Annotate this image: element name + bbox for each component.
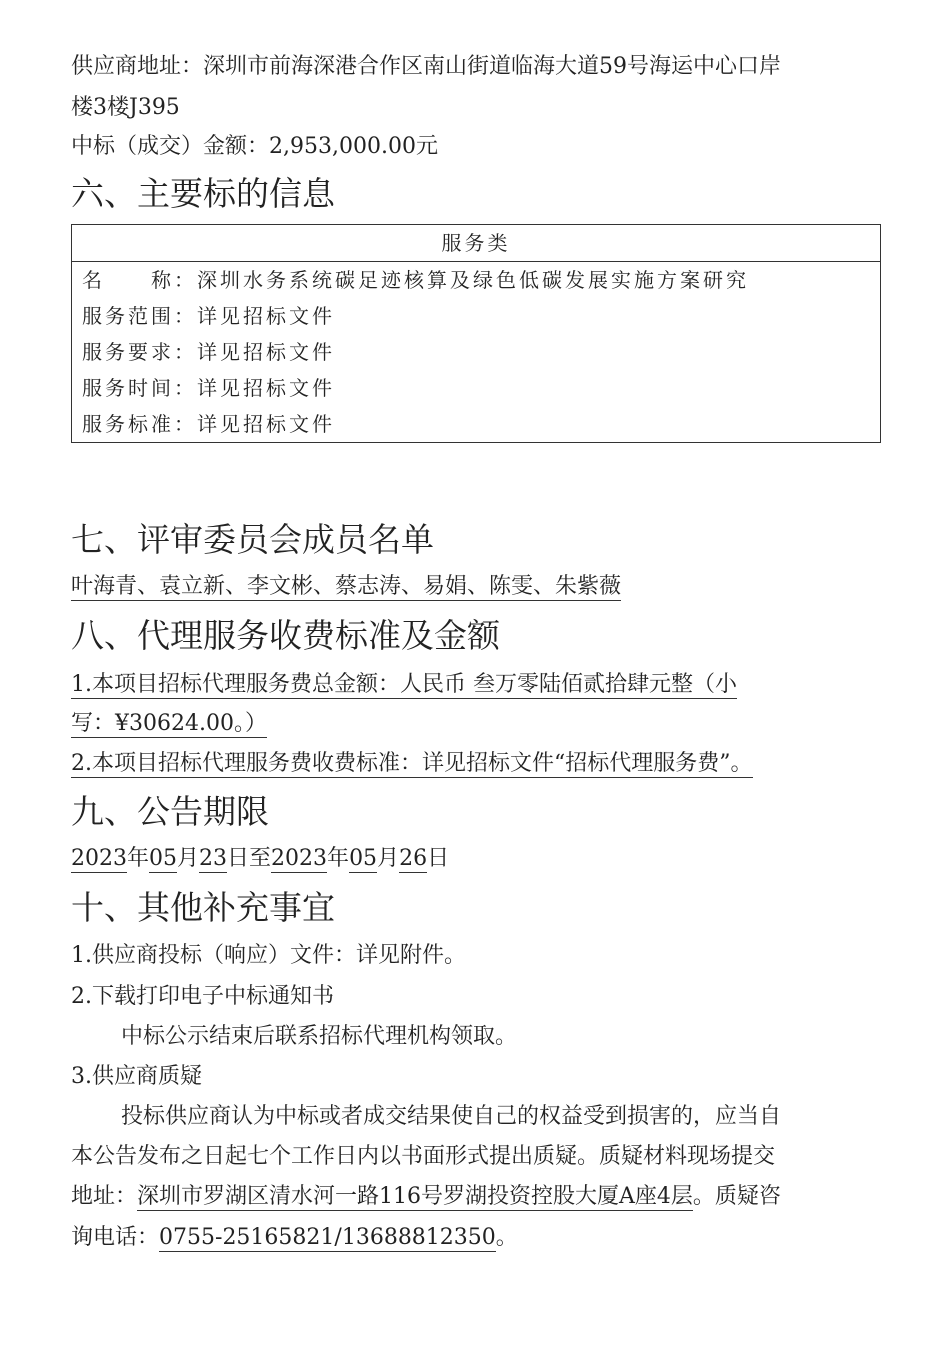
notice-period: 2023年05月23日至2023年05月26日	[71, 846, 450, 871]
complaint-address-value: 深圳市罗湖区清水河一路116号罗湖投资控股大厦A座4层	[137, 1184, 693, 1209]
table-row-standard: 服务标准：详见招标文件	[82, 412, 335, 436]
start-day: 23	[199, 846, 228, 871]
winning-amount: 中标（成交）金额：2,953,000.00元	[71, 134, 438, 159]
complaint-phone-value: 0755-25165821/13688812350	[159, 1225, 496, 1250]
fee-amount-line1: 1.本项目招标代理服务费总金额：人民币 叁万零陆佰贰拾肆元整（小	[71, 672, 737, 697]
complaint-phone: 询电话：0755-25165821/13688812350。	[71, 1225, 518, 1250]
item2-body: 中标公示结束后联系招标代理机构领取。	[121, 1024, 518, 1049]
complaint-address: 地址：深圳市罗湖区清水河一路116号罗湖投资控股大厦A座4层。质疑咨	[71, 1184, 781, 1209]
fee-amount-line2: 写：¥30624.00。）	[71, 711, 267, 736]
section10-heading: 十、其他补充事宜	[71, 888, 335, 927]
fee-standard: 2.本项目招标代理服务费收费标准：详见招标文件“招标代理服务费”。	[71, 751, 753, 776]
start-month: 05	[149, 846, 178, 871]
table-row-name: 名 称：深圳水务系统碳足迹核算及绿色低碳发展实施方案研究	[82, 268, 749, 292]
supplier-address-line1: 供应商地址：深圳市前海深港合作区南山街道临海大道59号海运中心口岸	[71, 54, 781, 79]
supplier-address-line2: 楼3楼J395	[71, 95, 180, 120]
table-header: 服务类	[72, 225, 881, 262]
end-day: 26	[399, 846, 428, 871]
start-year: 2023	[71, 846, 127, 871]
section6-heading: 六、主要标的信息	[71, 174, 335, 213]
committee-members: 叶海青、袁立新、李文彬、蔡志涛、易娟、陈雯、朱紫薇	[71, 574, 622, 599]
table-row-scope: 服务范围：详见招标文件	[82, 304, 335, 328]
section9-heading: 九、公告期限	[71, 792, 269, 831]
section7-heading: 七、评审委员会成员名单	[71, 520, 434, 559]
section8-heading: 八、代理服务收费标准及金额	[71, 616, 500, 655]
subject-info-table	[71, 224, 881, 443]
end-month: 05	[349, 846, 378, 871]
table-row-requirements: 服务要求：详见招标文件	[82, 340, 335, 364]
item3-paragraph-1: 投标供应商认为中标或者成交结果使自己的权益受到损害的，应当自	[121, 1104, 782, 1129]
table-row-time: 服务时间：详见招标文件	[82, 376, 335, 400]
item3-paragraph-2: 本公告发布之日起七个工作日内以书面形式提出质疑。质疑材料现场提交	[71, 1144, 776, 1169]
item2: 2.下载打印电子中标通知书	[71, 984, 334, 1009]
end-year: 2023	[271, 846, 328, 871]
item1: 1.供应商投标（响应）文件：详见附件。	[71, 943, 466, 968]
item3: 3.供应商质疑	[71, 1064, 202, 1089]
